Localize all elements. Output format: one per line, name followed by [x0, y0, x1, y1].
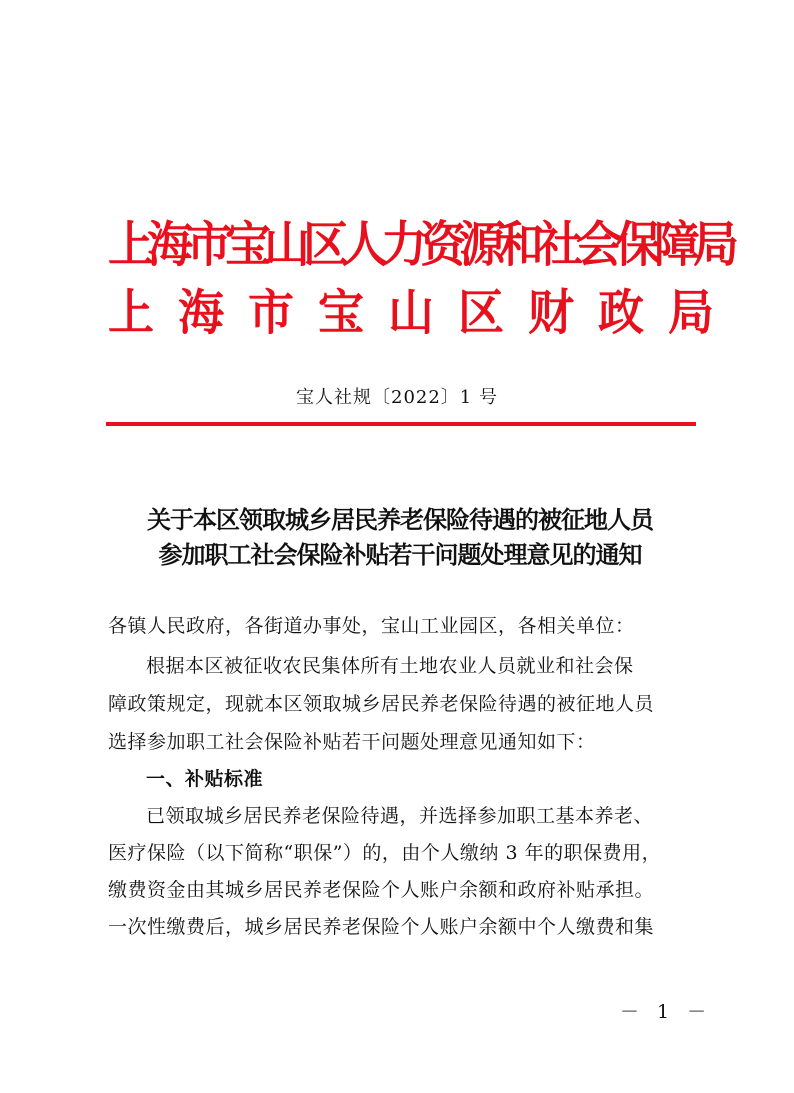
section-1-paragraph-line: 缴费资金由其城乡居民养老保险个人账户余额和政府补贴承担。: [108, 879, 655, 901]
section-1-heading: 一、补贴标准: [146, 768, 264, 790]
section-1-paragraph-line: 已领取城乡居民养老保险待遇，并选择参加职工基本养老、: [146, 805, 654, 827]
addressee-line: 各镇人民政府，各街道办事处，宝山工业园区，各相关单位：: [108, 615, 635, 637]
document-title-line-1: 关于本区领取城乡居民养老保险待遇的被征地人员: [147, 506, 653, 534]
document-title-line-2: 参加职工社会保险补贴若干问题处理意见的通知: [158, 541, 642, 569]
red-divider-line: [106, 422, 696, 426]
section-1-paragraph-line: 一次性缴费后，城乡居民养老保险个人账户余额中个人缴费和集: [108, 916, 655, 938]
intro-paragraph-line: 选择参加职工社会保险补贴若干问题处理意见通知如下：: [108, 731, 596, 753]
document-number: 宝人社规〔2022〕1 号: [296, 387, 498, 408]
intro-paragraph-line: 障政策规定，现就本区领取城乡居民养老保险待遇的被征地人员: [108, 693, 655, 715]
section-1-paragraph-line: 医疗保险（以下简称“职保”）的，由个人缴纳 3 年的职保费用，: [108, 842, 662, 864]
issuer-name-line-1: 上海市宝山区人力资源和社会保障局: [108, 215, 732, 273]
page-number: － 1 －: [620, 1001, 713, 1023]
intro-paragraph-line: 根据本区被征收农民集体所有土地农业人员就业和社会保: [146, 655, 634, 677]
issuer-name-line-2: 上海市宝山区财政局: [108, 283, 738, 341]
